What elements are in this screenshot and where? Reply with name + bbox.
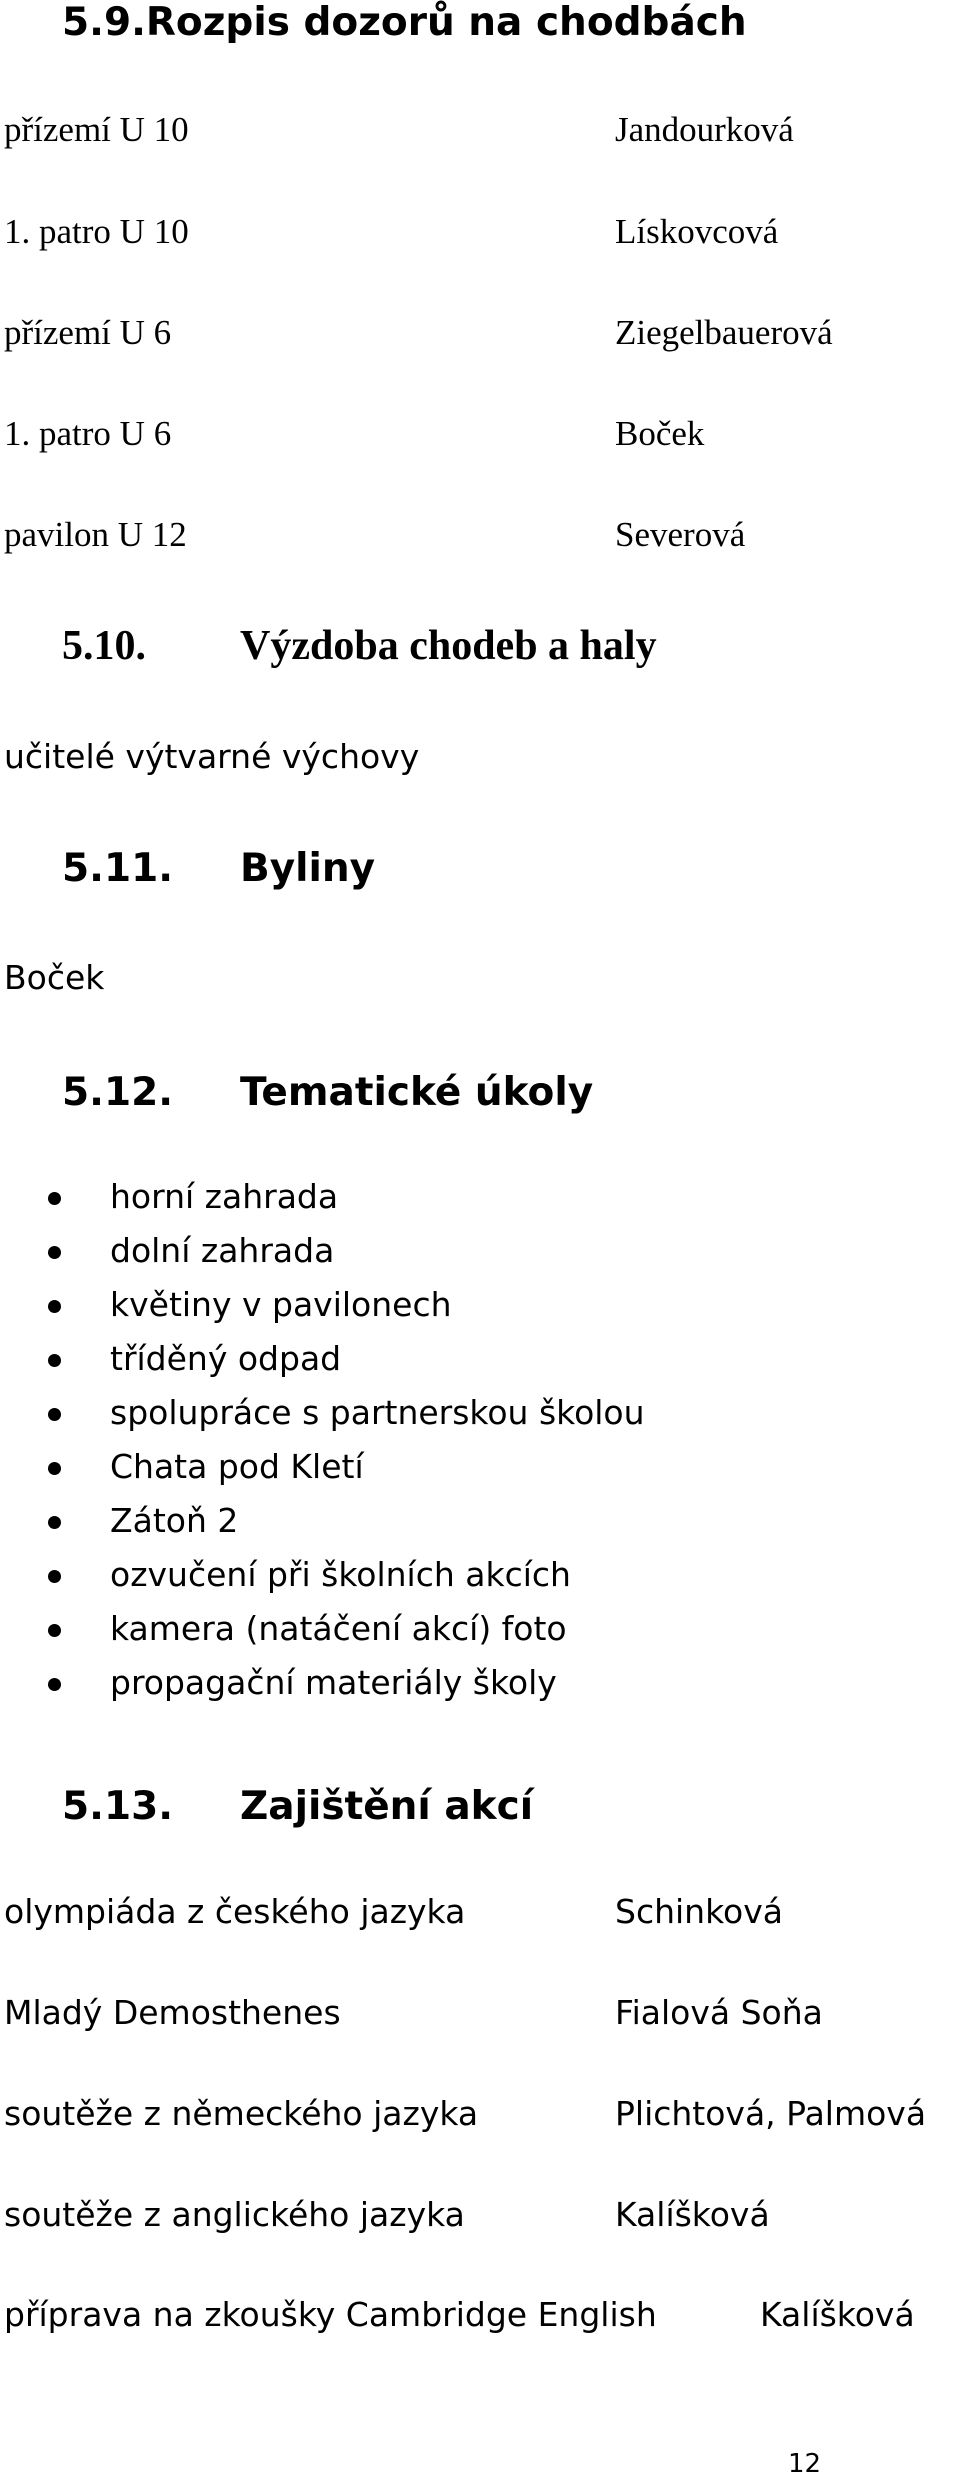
- list-item-label: květiny v pavilonech: [110, 1285, 452, 1324]
- event-person: Fialová Soňa: [615, 1993, 823, 2032]
- section-title-5-12: Tematické úkoly: [240, 1070, 594, 1115]
- section-title-5-11: Byliny: [240, 846, 376, 891]
- event-name: soutěže z německého jazyka: [4, 2094, 479, 2133]
- list-item-label: propagační materiály školy: [110, 1663, 557, 1702]
- event-person: Kalíšková: [615, 2195, 770, 2234]
- dozor-person: Jandourková: [615, 110, 794, 149]
- dozor-place: přízemí U 6: [4, 313, 172, 352]
- page-number: 12: [788, 2449, 822, 2479]
- event-name: soutěže z anglického jazyka: [4, 2195, 465, 2234]
- bullet-icon: [48, 1408, 61, 1421]
- list-item-label: kamera (natáčení akcí) foto: [110, 1609, 567, 1648]
- list-item-label: Chata pod Kletí: [110, 1447, 364, 1486]
- event-person: Kalíšková: [760, 2295, 915, 2334]
- event-name: Mladý Demosthenes: [4, 1993, 341, 2032]
- bullet-icon: [48, 1678, 61, 1691]
- dozor-person: Severová: [615, 515, 746, 554]
- section-text-5-11: Boček: [4, 958, 105, 997]
- bullet-icon: [48, 1300, 61, 1313]
- section-title-5-10: Výzdoba chodeb a haly: [240, 623, 657, 669]
- event-name: příprava na zkoušky Cambridge English: [4, 2295, 657, 2334]
- section-text-5-10: učitelé výtvarné výchovy: [4, 737, 420, 776]
- list-item-label: Zátoň 2: [110, 1501, 239, 1540]
- section-number-5-13: 5.13.: [62, 1784, 174, 1829]
- dozor-place: přízemí U 10: [4, 110, 189, 149]
- bullet-icon: [48, 1462, 61, 1475]
- bullet-icon: [48, 1570, 61, 1583]
- list-item-label: horní zahrada: [110, 1177, 339, 1216]
- dozor-place: 1. patro U 10: [4, 212, 189, 251]
- section-title-5-13: Zajištění akcí: [240, 1784, 534, 1829]
- list-item-label: dolní zahrada: [110, 1231, 335, 1270]
- bullet-icon: [48, 1516, 61, 1529]
- dozor-place: pavilon U 12: [4, 515, 187, 554]
- section-number-5-11: 5.11.: [62, 846, 174, 891]
- event-name: olympiáda z českého jazyka: [4, 1892, 466, 1931]
- bullet-icon: [48, 1192, 61, 1205]
- list-item-label: tříděný odpad: [110, 1339, 342, 1378]
- event-person: Schinková: [615, 1892, 783, 1931]
- bullet-icon: [48, 1354, 61, 1367]
- section-number-5-10: 5.10.: [62, 623, 146, 669]
- section-number-5-12: 5.12.: [62, 1070, 174, 1115]
- list-item-label: ozvučení při školních akcích: [110, 1555, 571, 1594]
- list-item-label: spolupráce s partnerskou školou: [110, 1393, 645, 1432]
- dozor-person: Lískovcová: [615, 212, 779, 251]
- dozor-person: Ziegelbauerová: [615, 313, 833, 352]
- dozor-person: Boček: [615, 414, 705, 453]
- bullet-icon: [48, 1624, 61, 1637]
- dozor-place: 1. patro U 6: [4, 414, 172, 453]
- section-heading-5-9: 5.9.Rozpis dozorů na chodbách: [62, 0, 747, 45]
- event-person: Plichtová, Palmová: [615, 2094, 927, 2133]
- bullet-icon: [48, 1246, 61, 1259]
